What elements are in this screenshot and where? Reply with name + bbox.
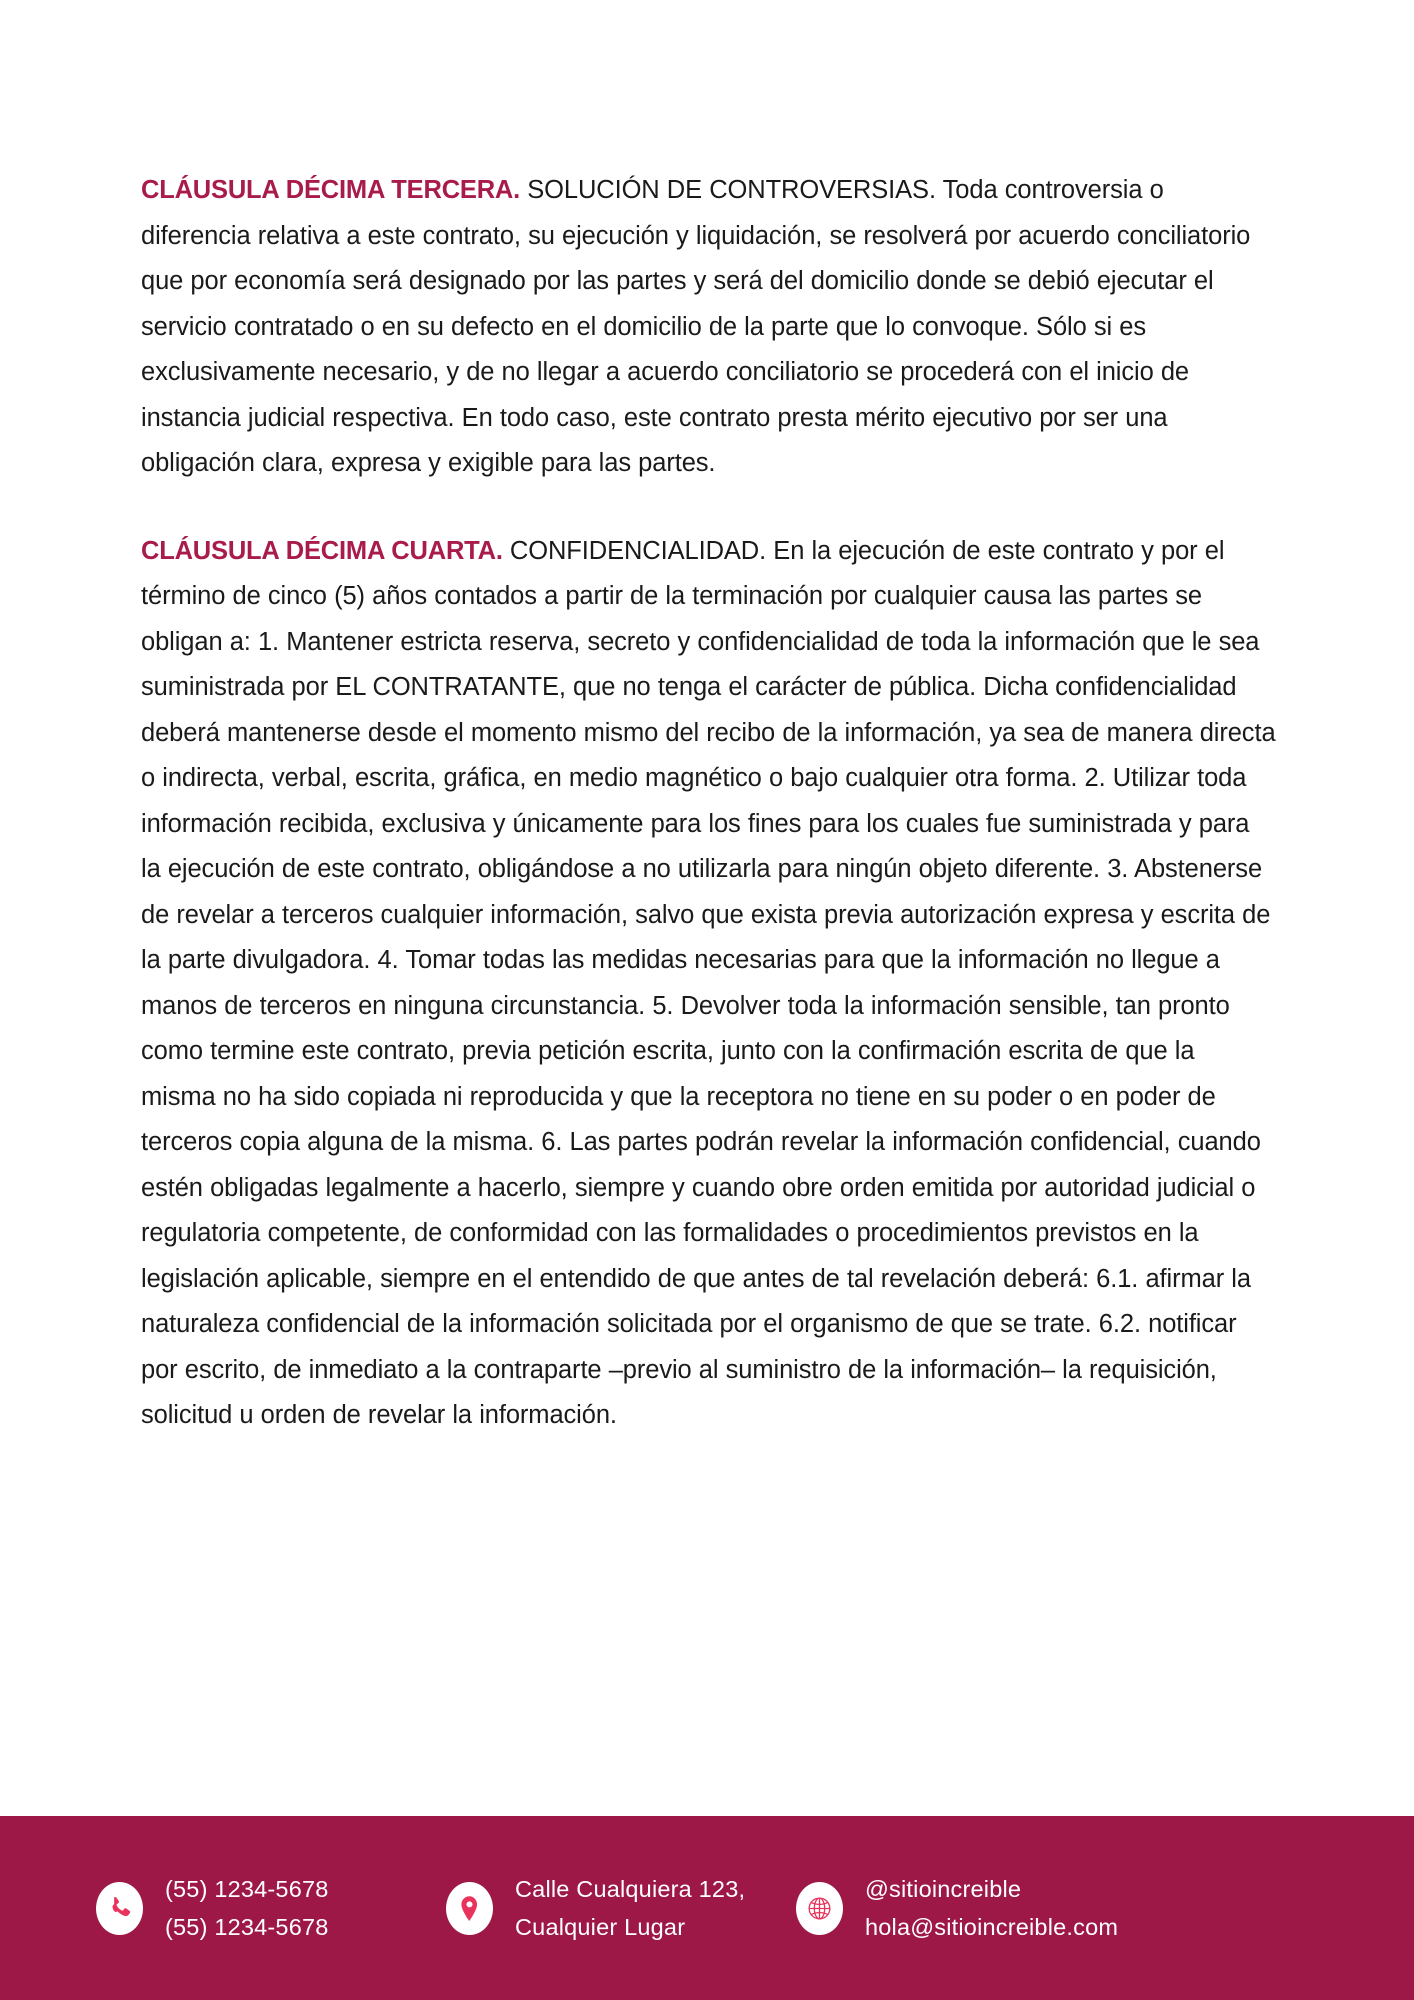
clause-decima-tercera-body: SOLUCIÓN DE CONTROVERSIAS. Toda controversia o diferencia relativa a este contrato, su ejecución y liquidación, se resolverá por acuerdo conciliatorio que por economía será designado por las partes y será del domicilio donde se debió ejecutar el servicio contratado o en su defecto en el domicilio de la parte que lo convoque. Sólo si es exclusivamente necesario, y de no llegar a acuerdo conciliatorio se procederá con el inicio de instancia judicial respectiva. En todo caso, este contrato presta mérito ejecutivo por ser una obligación clara, expresa y exigible para las partes. bbox=[141, 176, 1251, 477]
clause-decima-cuarta-title: CLÁUSULA DÉCIMA CUARTA. bbox=[141, 536, 503, 565]
globe-icon bbox=[796, 1882, 843, 1935]
phone-number-1[interactable]: (55) 1234-5678 bbox=[165, 1876, 329, 1902]
footer-contact-bar bbox=[0, 1816, 1414, 2000]
document-body bbox=[141, 168, 1276, 1439]
address-lines bbox=[515, 1871, 745, 1945]
phone-number-2[interactable]: (55) 1234-5678 bbox=[165, 1914, 329, 1940]
footer-phone-block bbox=[96, 1871, 446, 1945]
phone-icon bbox=[96, 1882, 143, 1935]
address-line-1: Calle Cualquiera 123, bbox=[515, 1876, 746, 1902]
email-address[interactable]: hola@sitioincreible.com bbox=[865, 1914, 1119, 1940]
clause-decima-tercera bbox=[141, 168, 1276, 487]
web-lines bbox=[865, 1871, 1118, 1945]
address-line-2: Cualquier Lugar bbox=[515, 1914, 686, 1940]
footer-web-block bbox=[796, 1871, 1226, 1945]
phone-numbers bbox=[165, 1871, 329, 1945]
footer-address-block bbox=[446, 1871, 796, 1945]
social-handle[interactable]: @sitioincreible bbox=[865, 1876, 1022, 1902]
clause-decima-cuarta-body: CONFIDENCIALIDAD. En la ejecución de este contrato y por el término de cinco (5) años contados a partir de la terminación por cualquier causa las partes se obligan a: 1. Mantener estricta reserva, secreto y confidencialidad de toda la información que le sea suministrada por EL CONTRATANTE, que no tenga el carácter de pública. Dicha confidencialidad deberá mantenerse desde el momento mismo del recibo de la información, ya sea de manera directa o indirecta, verbal, escrita, gráfica, en medio magnético o bajo cualquier otra forma. 2. Utilizar toda información recibida, exclusiva y únicamente para los fines para los cuales fue suministrada y para la ejecución de este contrato, obligándose a no utilizarla para ningún objeto diferente. 3. Abstenerse de revelar a terceros cualquier información, salvo que exista previa autorización expresa y escrita de la parte divulgadora. 4. Tomar todas las medidas necesarias para que la información no llegue a manos de terceros en ninguna circunstancia. 5. Devolver toda la información sensible, tan pronto como termine este contrato, previa petición escrita, junto con la confirmación escrita de que la misma no ha sido copiada ni reproducida y que la receptora no tiene en su poder o en poder de terceros copia alguna de la misma. 6. Las partes podrán revelar la información confidencial, cuando estén obligadas legalmente a hacerlo, siempre y cuando obre orden emitida por autoridad judicial o regulatoria competente, de conformidad con las formalidades o procedimientos previstos en la legislación aplicable, siempre en el entendido de que antes de tal revelación deberá: 6.1. afirmar la naturaleza confidencial de la información solicitada por el organismo de que se trate. 6.2. notificar por escrito, de inmediato a la contraparte –previo al suministro de la información– la requisición, solicitud u orden de revelar la información. bbox=[141, 536, 1276, 1429]
location-pin-icon bbox=[446, 1882, 493, 1935]
clause-decima-cuarta bbox=[141, 529, 1276, 1439]
clause-decima-tercera-title: CLÁUSULA DÉCIMA TERCERA. bbox=[141, 176, 521, 204]
